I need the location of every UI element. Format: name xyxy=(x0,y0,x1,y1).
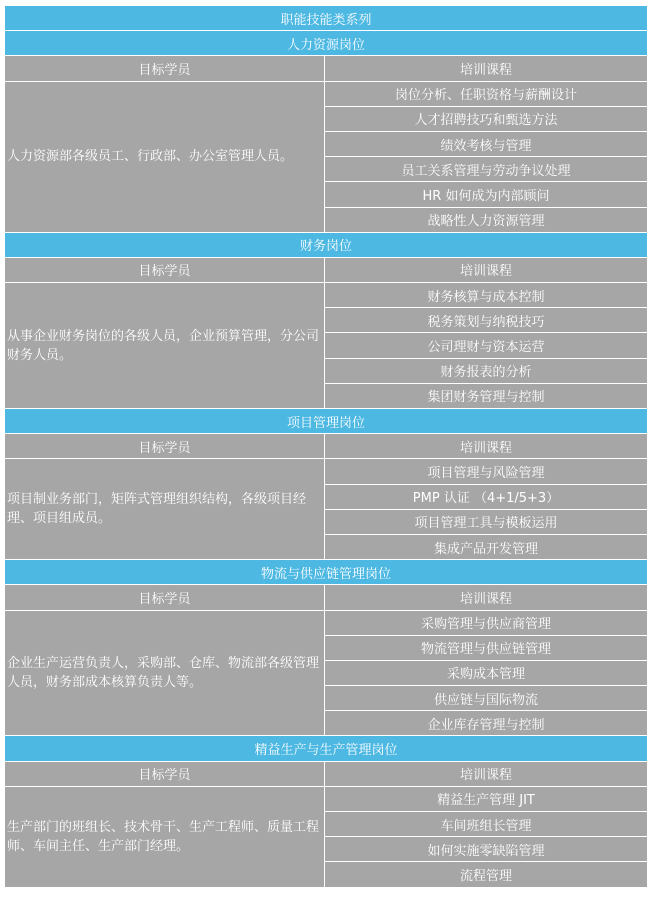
section-title: 财务岗位 xyxy=(5,232,648,257)
course-item: 税务策划与纳税技巧 xyxy=(325,308,648,333)
target-header: 目标学员 xyxy=(5,257,325,282)
course-item: 集团财务管理与控制 xyxy=(325,383,648,408)
column-header-row xyxy=(5,761,648,786)
course-item: 财务报表的分析 xyxy=(325,358,648,383)
course-item: 采购成本管理 xyxy=(325,660,648,685)
course-header: 培训课程 xyxy=(325,761,648,786)
column-header-row xyxy=(5,257,648,282)
target-audience: 企业生产运营负责人，采购部、仓库、物流部各级管理人员，财务部成本核算负责人等。 xyxy=(5,610,325,736)
course-item: 企业库存管理与控制 xyxy=(325,711,648,736)
table-title: 职能技能类系列 xyxy=(5,6,648,31)
course-item: 供应链与国际物流 xyxy=(325,686,648,711)
course-header: 培训课程 xyxy=(325,257,648,282)
target-header: 目标学员 xyxy=(5,585,325,610)
target-audience: 项目制业务部门，矩阵式管理组织结构，各级项目经理、项目组成员。 xyxy=(5,459,325,560)
course-header: 培训课程 xyxy=(325,585,648,610)
target-header: 目标学员 xyxy=(5,56,325,81)
course-row xyxy=(5,459,648,484)
section-row xyxy=(5,409,648,434)
course-item: 人才招聘技巧和甄选方法 xyxy=(325,106,648,131)
course-item: 财务核算与成本控制 xyxy=(325,283,648,308)
course-row xyxy=(5,81,648,106)
target-audience: 从事企业财务岗位的各级人员，企业预算管理，分公司财务人员。 xyxy=(5,283,325,409)
course-row xyxy=(5,786,648,811)
column-header-row xyxy=(5,585,648,610)
course-item: 如何实施零缺陷管理 xyxy=(325,837,648,862)
course-item: 精益生产管理 JIT xyxy=(325,786,648,811)
section-title: 项目管理岗位 xyxy=(5,409,648,434)
title-row xyxy=(5,6,648,31)
course-item: 战略性人力资源管理 xyxy=(325,207,648,232)
section-title: 精益生产与生产管理岗位 xyxy=(5,736,648,761)
section-title: 人力资源岗位 xyxy=(5,31,648,56)
course-item: 物流管理与供应链管理 xyxy=(325,635,648,660)
course-item: 员工关系管理与劳动争议处理 xyxy=(325,157,648,182)
course-item: PMP 认证 （4+1/5+3） xyxy=(325,484,648,509)
section-row xyxy=(5,560,648,585)
course-item: 岗位分析、任职资格与薪酬设计 xyxy=(325,81,648,106)
course-row xyxy=(5,283,648,308)
course-item: 项目管理工具与模板运用 xyxy=(325,509,648,534)
column-header-row xyxy=(5,56,648,81)
column-header-row xyxy=(5,434,648,459)
section-row xyxy=(5,736,648,761)
course-item: HR 如何成为内部顾问 xyxy=(325,182,648,207)
section-row xyxy=(5,31,648,56)
course-item: 流程管理 xyxy=(325,862,648,887)
course-item: 公司理财与资本运营 xyxy=(325,333,648,358)
course-header: 培训课程 xyxy=(325,434,648,459)
course-item: 集成产品开发管理 xyxy=(325,534,648,559)
target-header: 目标学员 xyxy=(5,761,325,786)
course-item: 项目管理与风险管理 xyxy=(325,459,648,484)
course-header: 培训课程 xyxy=(325,56,648,81)
section-title: 物流与供应链管理岗位 xyxy=(5,560,648,585)
course-item: 采购管理与供应商管理 xyxy=(325,610,648,635)
section-row xyxy=(5,232,648,257)
course-item: 车间班组长管理 xyxy=(325,812,648,837)
target-audience: 人力资源部各级员工、行政部、办公室管理人员。 xyxy=(5,81,325,232)
course-catalog-table xyxy=(4,5,648,888)
target-audience: 生产部门的班组长、技术骨干、生产工程师、质量工程师、车间主任、生产部门经理。 xyxy=(5,786,325,887)
course-row xyxy=(5,610,648,635)
table-body xyxy=(5,6,648,888)
course-item: 绩效考核与管理 xyxy=(325,131,648,156)
target-header: 目标学员 xyxy=(5,434,325,459)
